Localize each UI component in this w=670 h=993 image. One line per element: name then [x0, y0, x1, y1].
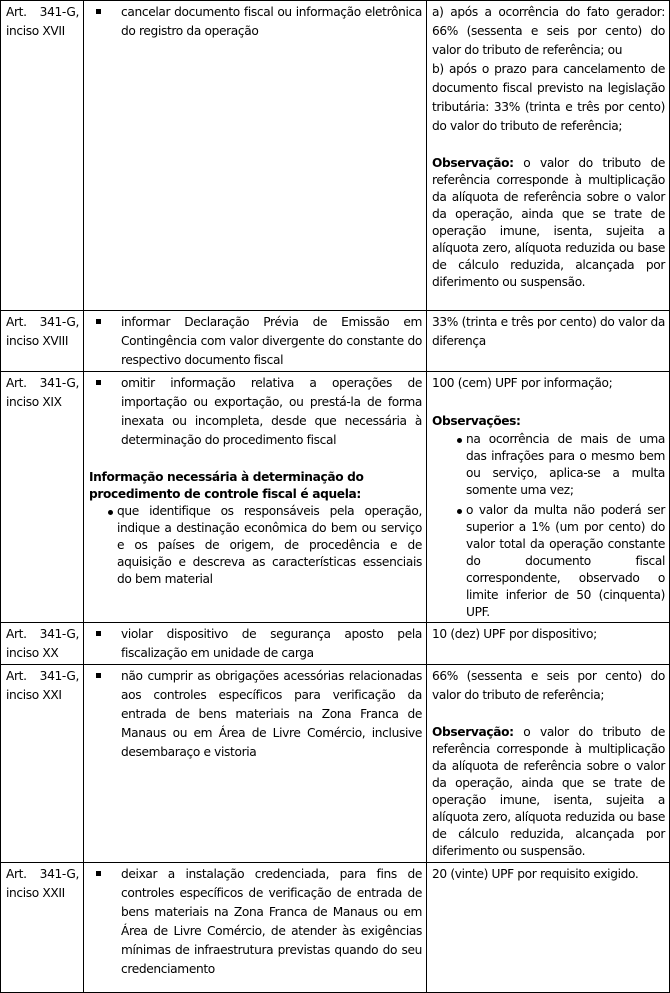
- conduct-cell: [84, 863, 427, 993]
- conduct-text: cancelar documento fiscal ou informação eletrônica do registro da operação: [121, 5, 422, 38]
- article-cell: Art. 341-G, inciso XVIII: [1, 311, 84, 372]
- article-cell: Art. 341-G, inciso XX: [1, 623, 84, 665]
- square-bullet-icon: [89, 3, 121, 22]
- penalty-text: 66% (sessenta e seis por cento) do valor do tributo de referência;: [432, 669, 665, 702]
- note-label: Observação:: [432, 156, 514, 170]
- penalty-item-b: b) após o prazo para cancelamento de documento fiscal previsto na legislação tributária: 33% (trinta e três por cento) do valor do tributo de referência;: [432, 62, 665, 133]
- conduct-note-list: [89, 503, 422, 588]
- conduct-text: não cumprir as obrigações acessórias relacionadas aos controles específicos para verificação da entrada de bens materiais na Zona Franca de Manaus ou em Área de Livre Comércio, inclusive desembaraço e vistoria: [121, 669, 422, 759]
- conduct-text: violar dispositivo de segurança aposto pela fiscalização em unidade de carga: [121, 627, 422, 660]
- note-text: o valor do tributo de referência corresponde à multiplicação da alíquota de referência sobre o valor da operação, ainda que se trate de operação imune, isenta, sujeita a alíquota zero, alíquota reduzida ou base de cálculo reduzida, alcançada por diferimento ou suspensão.: [432, 725, 665, 858]
- article-cell: Art. 341-G, inciso XIX: [1, 372, 84, 623]
- conduct-cell: [84, 372, 427, 623]
- square-bullet-icon: [89, 374, 121, 393]
- article-cell: Art. 341-G, inciso XXI: [1, 665, 84, 863]
- note-label: Observação:: [432, 725, 514, 739]
- penalty-cell: [427, 372, 670, 623]
- table-row: [1, 665, 670, 863]
- penalty-text: 33% (trinta e três por cento) do valor da diferença: [432, 315, 665, 348]
- conduct-note-heading: Informação necessária à determinação do procedimento de controle fiscal é aquela:: [89, 470, 364, 501]
- penalty-text: 10 (dez) UPF por dispositivo;: [432, 627, 597, 641]
- table-row: [1, 863, 670, 993]
- penalty-note: [432, 724, 665, 860]
- table-row: [1, 311, 670, 372]
- square-bullet-icon: [89, 667, 121, 686]
- article-cell: Art. 341-G, inciso XVII: [1, 1, 84, 311]
- square-bullet-icon: [89, 865, 121, 884]
- conduct-cell: [84, 311, 427, 372]
- penalty-note-item: na ocorrência de mais de uma das infrações para o mesmo bem ou serviço, aplica-se a multa somente uma vez;: [458, 431, 665, 499]
- penalty-note: [432, 155, 665, 291]
- penalty-cell: [427, 863, 670, 993]
- note-text: o valor do tributo de referência corresponde à multiplicação da alíquota de referência sobre o valor da operação, ainda que se trate de operação imune, isenta, sujeita a alíquota zero, alíquota reduzida ou base de cálculo reduzida, alcançada por diferimento ou suspensão.: [432, 156, 665, 289]
- conduct-text: informar Declaração Prévia de Emissão em Contingência com valor divergente do constante do respectivo documento fiscal: [121, 315, 422, 367]
- penalty-notes-list: [432, 431, 665, 621]
- conduct-cell: [84, 665, 427, 863]
- penalty-cell: [427, 623, 670, 665]
- penalty-cell: [427, 1, 670, 311]
- conduct-text: deixar a instalação credenciada, para fins de controles específicos de verificação de entrada de bens materiais na Zona Franca de Manaus ou em Área de Livre Comércio, de atender às exigências mínimas de infraestrutura previstas quando do seu credenciamento: [121, 867, 422, 976]
- conduct-cell: [84, 623, 427, 665]
- penalty-note-item: o valor da multa não poderá ser superior a 1% (um por cento) do valor total da operação constante do documento fiscal correspondente, observado o limite inferior de 50 (cinquenta) UPF.: [458, 502, 665, 621]
- penalty-item-a: a) após a ocorrência do fato gerador: 66% (sessenta e seis por cento) do valor do tributo de referência; ou: [432, 5, 665, 57]
- table-row: [1, 1, 670, 311]
- conduct-cell: [84, 1, 427, 311]
- conduct-note-item: que identifique os responsáveis pela operação, indique a destinação econômica do bem ou serviço e os países de origem, de procedência e de aquisição e descreva as características essenciais do bem material: [109, 503, 422, 588]
- article-cell: Art. 341-G, inciso XXII: [1, 863, 84, 993]
- square-bullet-icon: [89, 313, 121, 332]
- penalty-cell: [427, 311, 670, 372]
- conduct-text: omitir informação relativa a operações de importação ou exportação, ou prestá-la de forma inexata ou incompleta, desde que necessária à determinação do procedimento fiscal: [121, 376, 422, 447]
- square-bullet-icon: [89, 625, 121, 644]
- table-row: [1, 372, 670, 623]
- penalty-text: 100 (cem) UPF por informação;: [432, 376, 613, 390]
- table-row: [1, 623, 670, 665]
- penalty-text: 20 (vinte) UPF por requisito exigido.: [432, 867, 639, 881]
- notes-label: Observações:: [432, 414, 521, 428]
- penalty-cell: [427, 665, 670, 863]
